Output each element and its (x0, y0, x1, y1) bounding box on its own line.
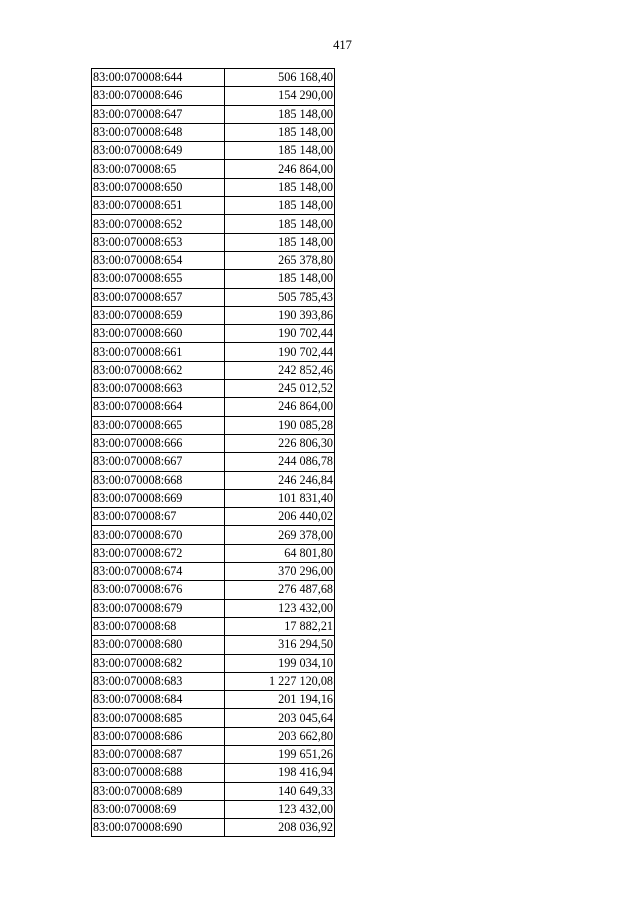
table-row (92, 160, 335, 178)
cadastral-number-cell: 83:00:070008:648 (92, 123, 225, 141)
cadastral-value-cell: 208 036,92 (225, 819, 335, 837)
table-row (92, 105, 335, 123)
cadastral-value-cell: 246 864,00 (225, 160, 335, 178)
cadastral-number-cell: 83:00:070008:669 (92, 489, 225, 507)
cadastral-number-cell: 83:00:070008:646 (92, 87, 225, 105)
cadastral-value-cell: 185 148,00 (225, 178, 335, 196)
cadastral-value-cell: 190 393,86 (225, 306, 335, 324)
table-row (92, 526, 335, 544)
cadastral-value-cell: 154 290,00 (225, 87, 335, 105)
cadastral-value-cell: 242 852,46 (225, 361, 335, 379)
cadastral-value-cell: 185 148,00 (225, 197, 335, 215)
cadastral-value-cell: 246 246,84 (225, 471, 335, 489)
cadastral-number-cell: 83:00:070008:644 (92, 69, 225, 87)
table-row (92, 617, 335, 635)
table-row (92, 544, 335, 562)
cadastral-value-cell: 64 801,80 (225, 544, 335, 562)
cadastral-value-cell: 185 148,00 (225, 105, 335, 123)
table-row (92, 215, 335, 233)
cadastral-value-cell: 226 806,30 (225, 434, 335, 452)
table-row (92, 233, 335, 251)
cadastral-value-cell: 190 085,28 (225, 416, 335, 434)
table-row (92, 654, 335, 672)
table-row (92, 434, 335, 452)
cadastral-value-cell: 506 168,40 (225, 69, 335, 87)
cadastral-value-cell: 1 227 120,08 (225, 672, 335, 690)
cadastral-value-cell: 370 296,00 (225, 563, 335, 581)
cadastral-number-cell: 83:00:070008:686 (92, 727, 225, 745)
table-body (92, 69, 335, 837)
cadastral-value-cell: 199 034,10 (225, 654, 335, 672)
cadastral-number-cell: 83:00:070008:649 (92, 142, 225, 160)
cadastral-number-cell: 83:00:070008:687 (92, 745, 225, 763)
table-row (92, 325, 335, 343)
cadastral-value-cell: 17 882,21 (225, 617, 335, 635)
cadastral-value-cell: 199 651,26 (225, 745, 335, 763)
table-row (92, 251, 335, 269)
cadastral-number-cell: 83:00:070008:679 (92, 599, 225, 617)
cadastral-number-cell: 83:00:070008:674 (92, 563, 225, 581)
cadastral-number-cell: 83:00:070008:683 (92, 672, 225, 690)
table-row (92, 197, 335, 215)
cadastral-number-cell: 83:00:070008:69 (92, 800, 225, 818)
table-row (92, 361, 335, 379)
cadastral-number-cell: 83:00:070008:657 (92, 288, 225, 306)
cadastral-number-cell: 83:00:070008:659 (92, 306, 225, 324)
table-row (92, 123, 335, 141)
table-row (92, 672, 335, 690)
cadastral-value-cell: 505 785,43 (225, 288, 335, 306)
cadastral-value-cell: 269 378,00 (225, 526, 335, 544)
table-row (92, 87, 335, 105)
cadastral-number-cell: 83:00:070008:668 (92, 471, 225, 489)
cadastral-number-cell: 83:00:070008:661 (92, 343, 225, 361)
cadastral-number-cell: 83:00:070008:667 (92, 453, 225, 471)
table-row (92, 782, 335, 800)
cadastral-number-cell: 83:00:070008:672 (92, 544, 225, 562)
cadastral-value-cell: 190 702,44 (225, 343, 335, 361)
cadastral-number-cell: 83:00:070008:664 (92, 398, 225, 416)
cadastral-value-cell: 244 086,78 (225, 453, 335, 471)
table-row (92, 69, 335, 87)
cadastral-number-cell: 83:00:070008:662 (92, 361, 225, 379)
table-row (92, 142, 335, 160)
table-row (92, 288, 335, 306)
table-row (92, 489, 335, 507)
cadastral-value-cell: 123 432,00 (225, 800, 335, 818)
table-row (92, 343, 335, 361)
cadastral-value-cell: 316 294,50 (225, 636, 335, 654)
cadastral-value-cell: 185 148,00 (225, 123, 335, 141)
cadastral-value-cell: 185 148,00 (225, 215, 335, 233)
cadastral-value-cell: 206 440,02 (225, 508, 335, 526)
cadastral-number-cell: 83:00:070008:682 (92, 654, 225, 672)
cadastral-number-cell: 83:00:070008:65 (92, 160, 225, 178)
cadastral-number-cell: 83:00:070008:688 (92, 764, 225, 782)
table-row (92, 581, 335, 599)
cadastral-number-cell: 83:00:070008:663 (92, 380, 225, 398)
cadastral-number-cell: 83:00:070008:685 (92, 709, 225, 727)
table-row (92, 727, 335, 745)
cadastral-value-cell: 185 148,00 (225, 142, 335, 160)
table-row (92, 380, 335, 398)
cadastral-number-cell: 83:00:070008:690 (92, 819, 225, 837)
cadastral-value-cell: 276 487,68 (225, 581, 335, 599)
table-row (92, 453, 335, 471)
cadastral-value-cell: 265 378,80 (225, 251, 335, 269)
cadastral-number-cell: 83:00:070008:680 (92, 636, 225, 654)
table-row (92, 398, 335, 416)
table-row (92, 471, 335, 489)
cadastral-number-cell: 83:00:070008:666 (92, 434, 225, 452)
cadastral-value-cell: 201 194,16 (225, 691, 335, 709)
cadastral-value-cell: 246 864,00 (225, 398, 335, 416)
table-row (92, 745, 335, 763)
cadastral-number-cell: 83:00:070008:651 (92, 197, 225, 215)
table-row (92, 691, 335, 709)
cadastral-value-cell: 245 012,52 (225, 380, 335, 398)
table-row (92, 819, 335, 837)
table-row (92, 764, 335, 782)
table-row (92, 416, 335, 434)
cadastral-number-cell: 83:00:070008:67 (92, 508, 225, 526)
table-row (92, 306, 335, 324)
cadastral-value-cell: 190 702,44 (225, 325, 335, 343)
table-row (92, 508, 335, 526)
cadastral-number-cell: 83:00:070008:647 (92, 105, 225, 123)
table-row (92, 709, 335, 727)
cadastral-number-cell: 83:00:070008:689 (92, 782, 225, 800)
table-row (92, 178, 335, 196)
cadastral-value-cell: 203 045,64 (225, 709, 335, 727)
cadastral-number-cell: 83:00:070008:665 (92, 416, 225, 434)
cadastral-value-cell: 123 432,00 (225, 599, 335, 617)
cadastral-number-cell: 83:00:070008:660 (92, 325, 225, 343)
cadastral-value-cell: 185 148,00 (225, 233, 335, 251)
table-row (92, 270, 335, 288)
cadastral-value-cell: 203 662,80 (225, 727, 335, 745)
cadastral-number-cell: 83:00:070008:650 (92, 178, 225, 196)
cadastral-number-cell: 83:00:070008:670 (92, 526, 225, 544)
cadastral-value-cell: 140 649,33 (225, 782, 335, 800)
cadastral-number-cell: 83:00:070008:676 (92, 581, 225, 599)
cadastral-number-cell: 83:00:070008:684 (92, 691, 225, 709)
page-number: 417 (333, 38, 352, 52)
cadastral-number-cell: 83:00:070008:653 (92, 233, 225, 251)
cadastral-number-cell: 83:00:070008:68 (92, 617, 225, 635)
cadastral-value-cell: 198 416,94 (225, 764, 335, 782)
cadastral-number-cell: 83:00:070008:654 (92, 251, 225, 269)
table-row (92, 599, 335, 617)
table-row (92, 636, 335, 654)
cadastral-number-cell: 83:00:070008:655 (92, 270, 225, 288)
cadastral-value-table (91, 68, 335, 837)
cadastral-value-cell: 101 831,40 (225, 489, 335, 507)
table-row (92, 563, 335, 581)
table-row (92, 800, 335, 818)
cadastral-number-cell: 83:00:070008:652 (92, 215, 225, 233)
cadastral-value-cell: 185 148,00 (225, 270, 335, 288)
